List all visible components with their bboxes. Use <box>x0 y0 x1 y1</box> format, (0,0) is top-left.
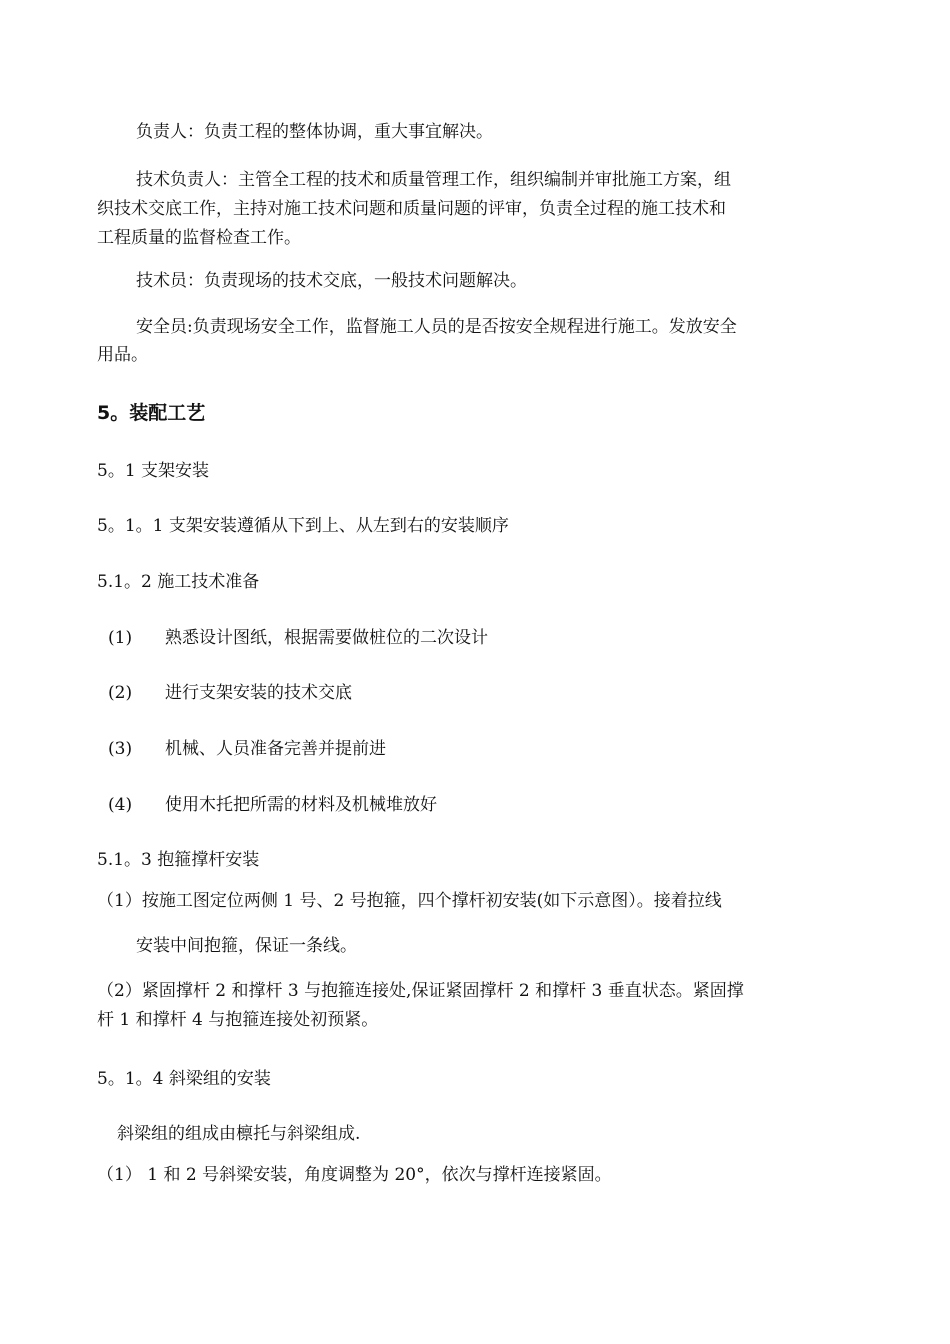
list-item-text: 进行支架安装的技术交底 <box>165 683 352 703</box>
role-anquanyuan-line1: 安全员:负责现场安全工作，监督施工人员的是否按安全规程进行施工。发放安全 <box>136 317 737 337</box>
section-5-1-3-heading: 5.1。3 抱箍撑杆安装 <box>97 850 260 870</box>
role-jishu-fuzeren-line2: 织技术交底工作，主持对施工技术问题和质量问题的评审，负责全过程的施工技术和 <box>97 199 726 219</box>
role-jishu-fuzeren-line3: 工程质量的监督检查工作。 <box>97 228 301 248</box>
section-5-1-3-item2-line1: （2）紧固撑杆 2 和撑杆 3 与抱箍连接处,保证紧固撑杆 2 和撑杆 3 垂直状态。紧固撑 <box>97 981 744 1001</box>
section-5-1-4-heading: 5。1。4 斜梁组的安装 <box>97 1069 271 1089</box>
section-5-1-4-item1: （1） 1 和 2 号斜梁安装，角度调整为 20°，依次与撑杆连接紧固。 <box>97 1165 612 1185</box>
list-item-text: 熟悉设计图纸，根据需要做桩位的二次设计 <box>165 628 488 648</box>
list-item-text: 机械、人员准备完善并提前进 <box>165 739 386 759</box>
section-5-1-3-item1-line2: 安装中间抱箍，保证一条线。 <box>136 936 357 956</box>
section-5-1-1-text: 5。1。1 支架安装遵循从下到上、从左到右的安装顺序 <box>97 516 509 536</box>
list-item-number: (2) <box>108 683 133 703</box>
role-anquanyuan-line2: 用品。 <box>97 345 148 365</box>
role-jishuyuan: 技术员：负责现场的技术交底，一般技术问题解决。 <box>136 271 527 291</box>
role-fuzeren: 负责人：负责工程的整体协调，重大事宜解决。 <box>136 122 493 142</box>
list-item-number: (1) <box>108 628 133 648</box>
section-5-1-heading: 5。1 支架安装 <box>97 461 210 481</box>
list-item-text: 使用木托把所需的材料及机械堆放好 <box>165 795 437 815</box>
section-5-1-2-heading: 5.1。2 施工技术准备 <box>97 572 260 592</box>
section-5-1-4-intro: 斜梁组的组成由檩托与斜梁组成. <box>117 1124 361 1144</box>
section-5-1-3-item1-line1: （1）按施工图定位两侧 1 号、2 号抱箍，四个撑杆初安装(如下示意图）。接着拉线 <box>97 891 722 911</box>
list-item-number: (3) <box>108 739 133 759</box>
section-5-1-3-item2-line2: 杆 1 和撑杆 4 与抱箍连接处初预紧。 <box>97 1010 379 1030</box>
section-5-heading: 5。装配工艺 <box>97 402 206 424</box>
list-item-number: (4) <box>108 795 133 815</box>
role-jishu-fuzeren-line1: 技术负责人：主管全工程的技术和质量管理工作，组织编制并审批施工方案，组 <box>136 170 731 190</box>
